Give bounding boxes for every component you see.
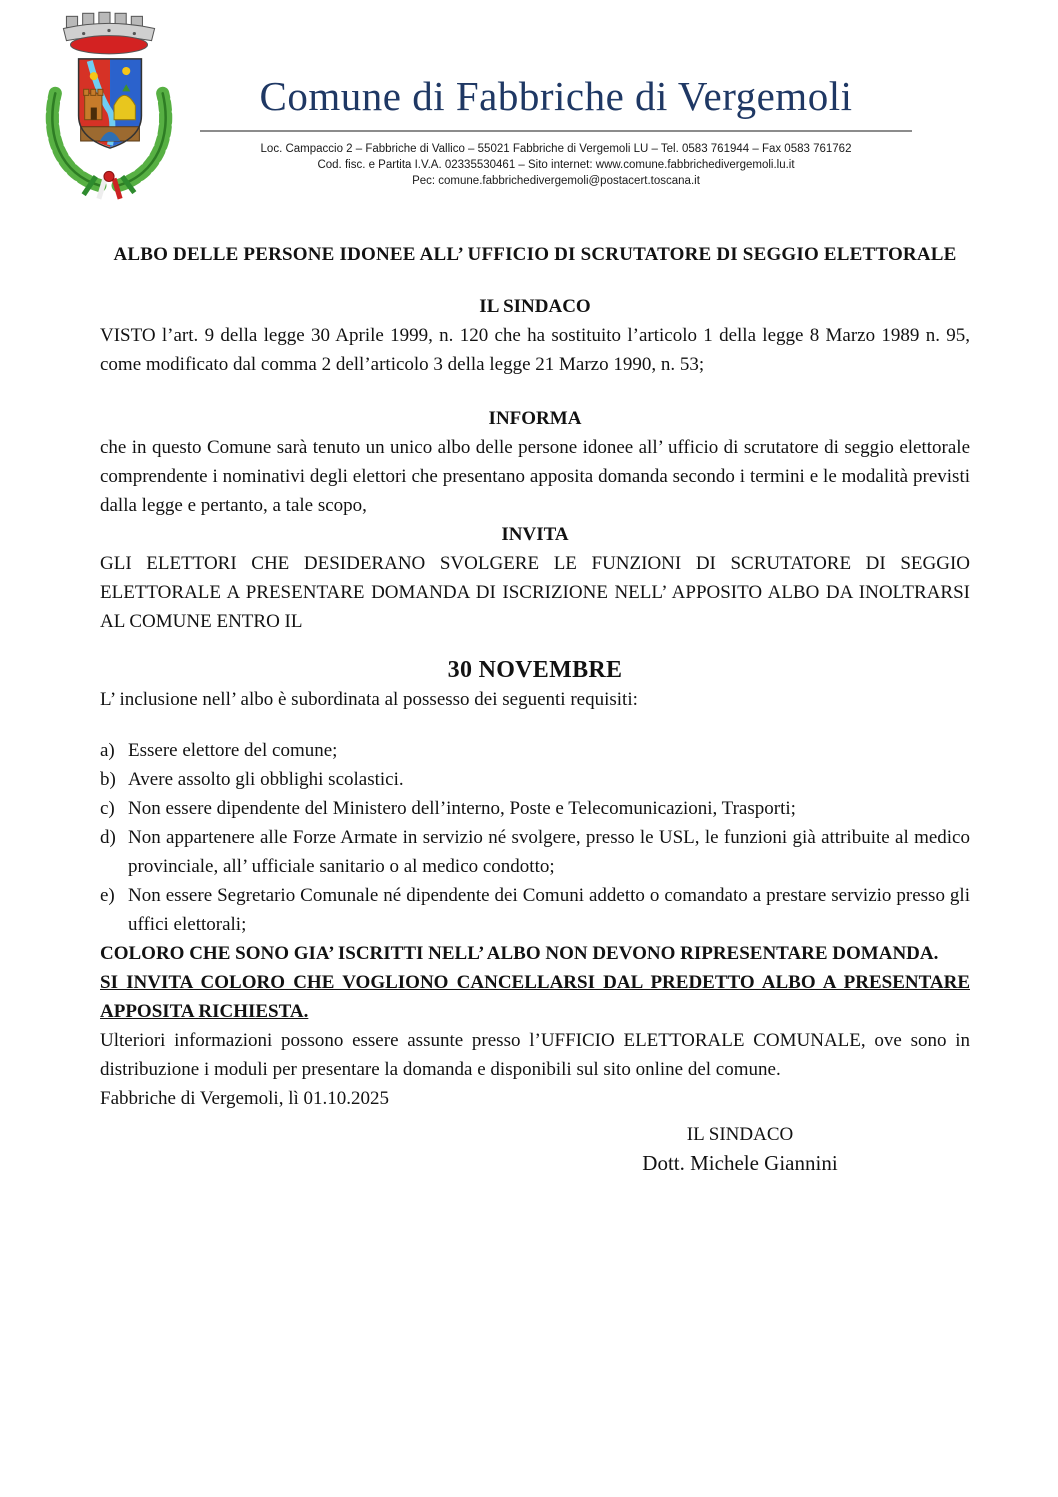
requirement-item-c	[100, 794, 970, 823]
requirement-text: Essere elettore del comune;	[128, 740, 338, 761]
place-and-date: Fabbriche di Vergemoli, lì 01.10.2025	[100, 1088, 390, 1109]
requirements-list	[100, 736, 970, 939]
address-line-3: Pec: comune.fabbrichedivergemoli@postacert.toscana.it	[412, 175, 700, 187]
municipal-coat-of-arms-icon	[33, 6, 185, 204]
signature-role: IL SINDACO	[686, 1124, 794, 1145]
deadline-date: 30 NOVEMBRE	[447, 657, 623, 683]
document-body	[0, 240, 1058, 1178]
requirement-item-d	[100, 823, 970, 881]
document-header	[0, 0, 1058, 214]
requirement-letter: d)	[100, 827, 116, 848]
requirement-text: Non essere dipendente del Ministero dell’interno, Poste e Telecomunicazioni, Trasporti;	[128, 798, 796, 819]
document-title: ALBO DELLE PERSONE IDONEE ALL’ UFFICIO DI SCRUTATORE DI SEGGIO ELETTORALE	[113, 244, 957, 265]
address-line-2: Cod. fisc. e Partita I.V.A. 02335530461 – Sito internet: www.comune.fabbrichedivergemoli.lu.it	[317, 159, 795, 171]
requirement-text: Non essere Segretario Comunale né dipendente dei Comuni addetto o comandato a prestare servizio presso gli uffici elettorali;	[128, 885, 970, 935]
heading-invita: INVITA	[501, 524, 569, 545]
municipality-name: Comune di Fabbriche di Vergemoli	[259, 73, 853, 119]
subtitle-il-sindaco: IL SINDACO	[479, 296, 591, 317]
requirement-letter: b)	[100, 769, 116, 790]
paragraph-visto: VISTO l’art. 9 della legge 30 Aprile 1999, n. 120 che ha sostituito l’articolo 1 della legge 8 Marzo 1989 n. 95, come modificato dal comma 2 dell’articolo 3 della legge 21 Marzo 1990, n. 53;	[100, 325, 970, 375]
paragraph-further-info: Ulteriori informazioni possono essere assunte presso l’UFFICIO ELETTORALE COMUNALE, ove sono in distribuzione i moduli per presentare la domanda e disponibili sul sito online del comune.	[100, 1030, 970, 1080]
paragraph-invita: GLI ELETTORI CHE DESIDERANO SVOLGERE LE FUNZIONI DI SCRUTATORE DI SEGGIO ELETTORALE A PRESENTARE DOMANDA DI ISCRIZIONE NELL’ APPOSITO ALBO DA INOLTRARSI AL COMUNE ENTRO IL	[100, 553, 970, 632]
requirement-item-a	[100, 736, 970, 765]
requirement-text: Avere assolto gli obblighi scolastici.	[128, 769, 404, 790]
paragraph-requisiti-intro: L’ inclusione nell’ albo è subordinata al possesso dei seguenti requisiti:	[100, 689, 638, 710]
heading-informa: INFORMA	[488, 408, 582, 429]
requirement-item-b	[100, 765, 970, 794]
signature-block	[590, 1120, 890, 1178]
requirement-text: Non appartenere alle Forze Armate in servizio né svolgere, presso le USL, le funzioni già attribuite al medico provinciale, all’ ufficiale sanitario o al medico condotto;	[128, 827, 970, 877]
header-text-block	[200, 72, 912, 189]
requirement-letter: a)	[100, 740, 115, 761]
paragraph-informa: che in questo Comune sarà tenuto un unico albo delle persone idonee all’ ufficio di scrutatore di seggio elettorale comprendente i nominativi degli elettori che presentano apposita domanda secondo i termini e le modalità previsti dalla legge e pertanto, a tale scopo,	[100, 437, 970, 516]
address-line-1: Loc. Campaccio 2 – Fabbriche di Vallico – 55021 Fabbriche di Vergemoli LU – Tel. 0583 761944 – Fax 0583 761762	[260, 143, 852, 155]
paragraph-cancellation-notice: SI INVITA COLORO CHE VOGLIONO CANCELLARSI DAL PREDETTO ALBO A PRESENTARE APPOSITA RICHIESTA.	[100, 972, 970, 1022]
shield-icon	[79, 59, 142, 148]
paragraph-already-enrolled-notice: COLORO CHE SONO GIA’ ISCRITTI NELL’ ALBO NON DEVONO RIPRESENTARE DOMANDA.	[100, 943, 939, 964]
crown-icon	[63, 12, 154, 54]
signature-name: Dott. Michele Giannini	[642, 1151, 838, 1175]
requirement-letter: c)	[100, 798, 115, 819]
requirement-letter: e)	[100, 885, 115, 906]
header-divider	[200, 130, 912, 132]
requirement-item-e	[100, 881, 970, 939]
